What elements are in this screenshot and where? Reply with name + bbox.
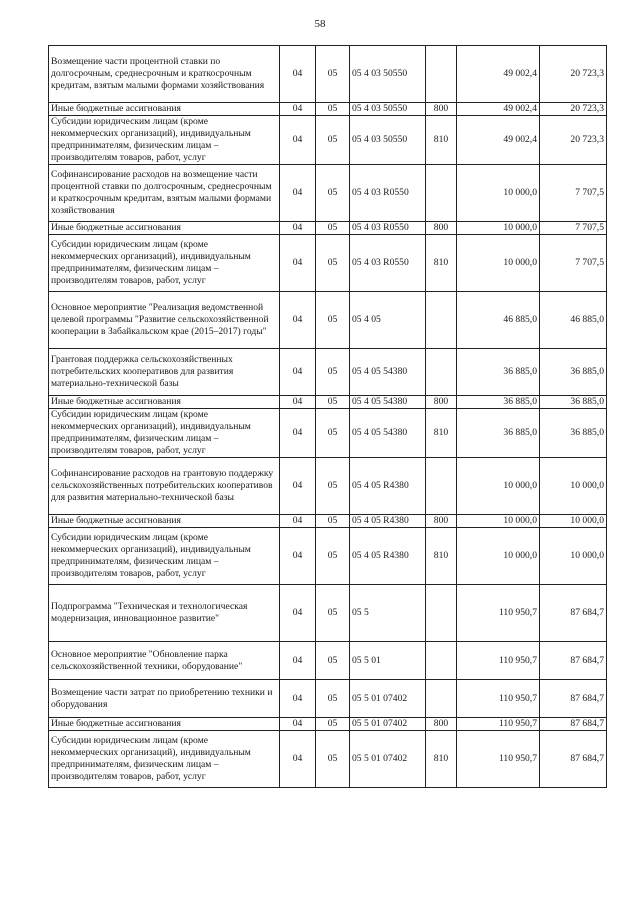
planned-amount-cell: 110 950,7 <box>457 680 540 718</box>
planned-amount-cell: 36 885,0 <box>457 409 540 458</box>
table-row <box>49 116 607 165</box>
subsection-code-cell: 05 <box>316 165 350 222</box>
section-code-cell: 04 <box>280 165 316 222</box>
row-name-cell: Субсидии юридическим лицам (кроме некоммерческих организаций), индивидуальным предпринимателям, физическим лицам – производителям товаров, работ, услуг <box>49 116 280 165</box>
planned-amount-cell: 10 000,0 <box>457 528 540 585</box>
expense-type-cell: 800 <box>426 718 457 731</box>
section-code-cell: 04 <box>280 292 316 349</box>
planned-amount-cell: 46 885,0 <box>457 292 540 349</box>
subsection-code-cell: 05 <box>316 396 350 409</box>
target-article-cell: 05 4 05 R4380 <box>350 528 426 585</box>
expense-type-cell <box>426 680 457 718</box>
planned-amount-cell: 10 000,0 <box>457 515 540 528</box>
row-name-cell: Иные бюджетные ассигнования <box>49 718 280 731</box>
row-name-cell: Субсидии юридическим лицам (кроме некоммерческих организаций), индивидуальным предпринимателям, физическим лицам – производителям товаров, работ, услуг <box>49 731 280 788</box>
target-article-cell: 05 5 01 07402 <box>350 718 426 731</box>
expense-type-cell: 800 <box>426 396 457 409</box>
section-code-cell: 04 <box>280 718 316 731</box>
executed-amount-cell: 87 684,7 <box>540 731 607 788</box>
section-code-cell: 04 <box>280 349 316 396</box>
planned-amount-cell: 110 950,7 <box>457 642 540 680</box>
target-article-cell: 05 5 01 07402 <box>350 680 426 718</box>
executed-amount-cell: 36 885,0 <box>540 396 607 409</box>
target-article-cell: 05 4 03 R0550 <box>350 222 426 235</box>
expense-type-cell: 810 <box>426 528 457 585</box>
expense-type-cell: 810 <box>426 235 457 292</box>
table-row <box>49 642 607 680</box>
executed-amount-cell: 87 684,7 <box>540 718 607 731</box>
table-row <box>49 222 607 235</box>
target-article-cell: 05 4 05 R4380 <box>350 515 426 528</box>
section-code-cell: 04 <box>280 235 316 292</box>
executed-amount-cell: 20 723,3 <box>540 103 607 116</box>
executed-amount-cell: 10 000,0 <box>540 458 607 515</box>
executed-amount-cell: 87 684,7 <box>540 642 607 680</box>
planned-amount-cell: 49 002,4 <box>457 46 540 103</box>
expense-type-cell <box>426 292 457 349</box>
section-code-cell: 04 <box>280 528 316 585</box>
executed-amount-cell: 7 707,5 <box>540 165 607 222</box>
subsection-code-cell: 05 <box>316 349 350 396</box>
table-row <box>49 680 607 718</box>
row-name-cell: Субсидии юридическим лицам (кроме некоммерческих организаций), индивидуальным предпринимателям, физическим лицам – производителям товаров, работ, услуг <box>49 235 280 292</box>
subsection-code-cell: 05 <box>316 642 350 680</box>
target-article-cell: 05 4 05 54380 <box>350 349 426 396</box>
table-row <box>49 718 607 731</box>
expense-type-cell: 810 <box>426 409 457 458</box>
executed-amount-cell: 87 684,7 <box>540 680 607 718</box>
target-article-cell: 05 4 03 R0550 <box>350 235 426 292</box>
subsection-code-cell: 05 <box>316 46 350 103</box>
subsection-code-cell: 05 <box>316 292 350 349</box>
planned-amount-cell: 110 950,7 <box>457 585 540 642</box>
row-name-cell: Иные бюджетные ассигнования <box>49 515 280 528</box>
row-name-cell: Возмещение части процентной ставки по долгосрочным, среднесрочным и краткосрочным кредитам, взятым малыми формами хозяйствования <box>49 46 280 103</box>
section-code-cell: 04 <box>280 680 316 718</box>
subsection-code-cell: 05 <box>316 528 350 585</box>
expense-type-cell <box>426 585 457 642</box>
section-code-cell: 04 <box>280 585 316 642</box>
table-row <box>49 528 607 585</box>
target-article-cell: 05 4 05 54380 <box>350 396 426 409</box>
executed-amount-cell: 10 000,0 <box>540 528 607 585</box>
executed-amount-cell: 36 885,0 <box>540 409 607 458</box>
executed-amount-cell: 46 885,0 <box>540 292 607 349</box>
row-name-cell: Возмещение части затрат по приобретению техники и оборудования <box>49 680 280 718</box>
section-code-cell: 04 <box>280 46 316 103</box>
table-row <box>49 515 607 528</box>
expense-type-cell <box>426 46 457 103</box>
executed-amount-cell: 87 684,7 <box>540 585 607 642</box>
target-article-cell: 05 4 03 50550 <box>350 103 426 116</box>
executed-amount-cell: 20 723,3 <box>540 116 607 165</box>
row-name-cell: Грантовая поддержка сельскохозяйственных потребительских кооперативов для развития материально-технической базы <box>49 349 280 396</box>
section-code-cell: 04 <box>280 396 316 409</box>
page-number: 58 <box>314 18 326 30</box>
section-code-cell: 04 <box>280 409 316 458</box>
subsection-code-cell: 05 <box>316 731 350 788</box>
target-article-cell: 05 5 01 07402 <box>350 731 426 788</box>
subsection-code-cell: 05 <box>316 222 350 235</box>
table-row <box>49 409 607 458</box>
table-row <box>49 292 607 349</box>
subsection-code-cell: 05 <box>316 680 350 718</box>
row-name-cell: Софинансирование расходов на грантовую поддержку сельскохозяйственных потребительских кооперативов для развития материально-технической базы <box>49 458 280 515</box>
planned-amount-cell: 10 000,0 <box>457 235 540 292</box>
table-row <box>49 103 607 116</box>
target-article-cell: 05 4 03 R0550 <box>350 165 426 222</box>
expense-type-cell <box>426 349 457 396</box>
executed-amount-cell: 36 885,0 <box>540 349 607 396</box>
row-name-cell: Основное мероприятие "Реализация ведомственной целевой программы "Развитие сельскохозяйственной кооперации в Забайкальском крае (2015–2017) годы" <box>49 292 280 349</box>
expense-type-cell <box>426 458 457 515</box>
table-row <box>49 396 607 409</box>
subsection-code-cell: 05 <box>316 409 350 458</box>
row-name-cell: Подпрограмма "Техническая и технологическая модернизация, инновационное развитие" <box>49 585 280 642</box>
subsection-code-cell: 05 <box>316 235 350 292</box>
planned-amount-cell: 110 950,7 <box>457 731 540 788</box>
target-article-cell: 05 5 01 <box>350 642 426 680</box>
section-code-cell: 04 <box>280 515 316 528</box>
section-code-cell: 04 <box>280 116 316 165</box>
table-row <box>49 458 607 515</box>
section-code-cell: 04 <box>280 222 316 235</box>
table-row <box>49 165 607 222</box>
target-article-cell: 05 4 05 R4380 <box>350 458 426 515</box>
section-code-cell: 04 <box>280 103 316 116</box>
table-row <box>49 46 607 103</box>
target-article-cell: 05 4 05 <box>350 292 426 349</box>
expense-type-cell: 810 <box>426 116 457 165</box>
section-code-cell: 04 <box>280 642 316 680</box>
subsection-code-cell: 05 <box>316 116 350 165</box>
executed-amount-cell: 10 000,0 <box>540 515 607 528</box>
expense-type-cell: 800 <box>426 515 457 528</box>
executed-amount-cell: 7 707,5 <box>540 235 607 292</box>
expense-type-cell: 800 <box>426 103 457 116</box>
planned-amount-cell: 36 885,0 <box>457 349 540 396</box>
section-code-cell: 04 <box>280 458 316 515</box>
section-code-cell: 04 <box>280 731 316 788</box>
target-article-cell: 05 4 05 54380 <box>350 409 426 458</box>
subsection-code-cell: 05 <box>316 718 350 731</box>
subsection-code-cell: 05 <box>316 515 350 528</box>
expense-type-cell <box>426 642 457 680</box>
planned-amount-cell: 36 885,0 <box>457 396 540 409</box>
row-name-cell: Субсидии юридическим лицам (кроме некоммерческих организаций), индивидуальным предпринимателям, физическим лицам – производителям товаров, работ, услуг <box>49 409 280 458</box>
subsection-code-cell: 05 <box>316 458 350 515</box>
row-name-cell: Субсидии юридическим лицам (кроме некоммерческих организаций), индивидуальным предпринимателям, физическим лицам – производителям товаров, работ, услуг <box>49 528 280 585</box>
table-row <box>49 235 607 292</box>
row-name-cell: Основное мероприятие "Обновление парка сельскохозяйственной техники, оборудование" <box>49 642 280 680</box>
table-row <box>49 349 607 396</box>
planned-amount-cell: 10 000,0 <box>457 458 540 515</box>
expense-type-cell <box>426 165 457 222</box>
planned-amount-cell: 10 000,0 <box>457 222 540 235</box>
planned-amount-cell: 110 950,7 <box>457 718 540 731</box>
target-article-cell: 05 5 <box>350 585 426 642</box>
expense-type-cell: 810 <box>426 731 457 788</box>
row-name-cell: Иные бюджетные ассигнования <box>49 222 280 235</box>
row-name-cell: Иные бюджетные ассигнования <box>49 396 280 409</box>
expense-type-cell: 800 <box>426 222 457 235</box>
planned-amount-cell: 49 002,4 <box>457 103 540 116</box>
executed-amount-cell: 20 723,3 <box>540 46 607 103</box>
target-article-cell: 05 4 03 50550 <box>350 46 426 103</box>
budget-table <box>48 45 607 788</box>
table-row <box>49 731 607 788</box>
planned-amount-cell: 49 002,4 <box>457 116 540 165</box>
row-name-cell: Иные бюджетные ассигнования <box>49 103 280 116</box>
subsection-code-cell: 05 <box>316 103 350 116</box>
table-body <box>49 46 607 788</box>
planned-amount-cell: 10 000,0 <box>457 165 540 222</box>
row-name-cell: Софинансирование расходов на возмещение части процентной ставки по долгосрочным, среднесрочным и краткосрочным кредитам, взятым малыми формами хозяйствования <box>49 165 280 222</box>
target-article-cell: 05 4 03 50550 <box>350 116 426 165</box>
executed-amount-cell: 7 707,5 <box>540 222 607 235</box>
subsection-code-cell: 05 <box>316 585 350 642</box>
table-row <box>49 585 607 642</box>
